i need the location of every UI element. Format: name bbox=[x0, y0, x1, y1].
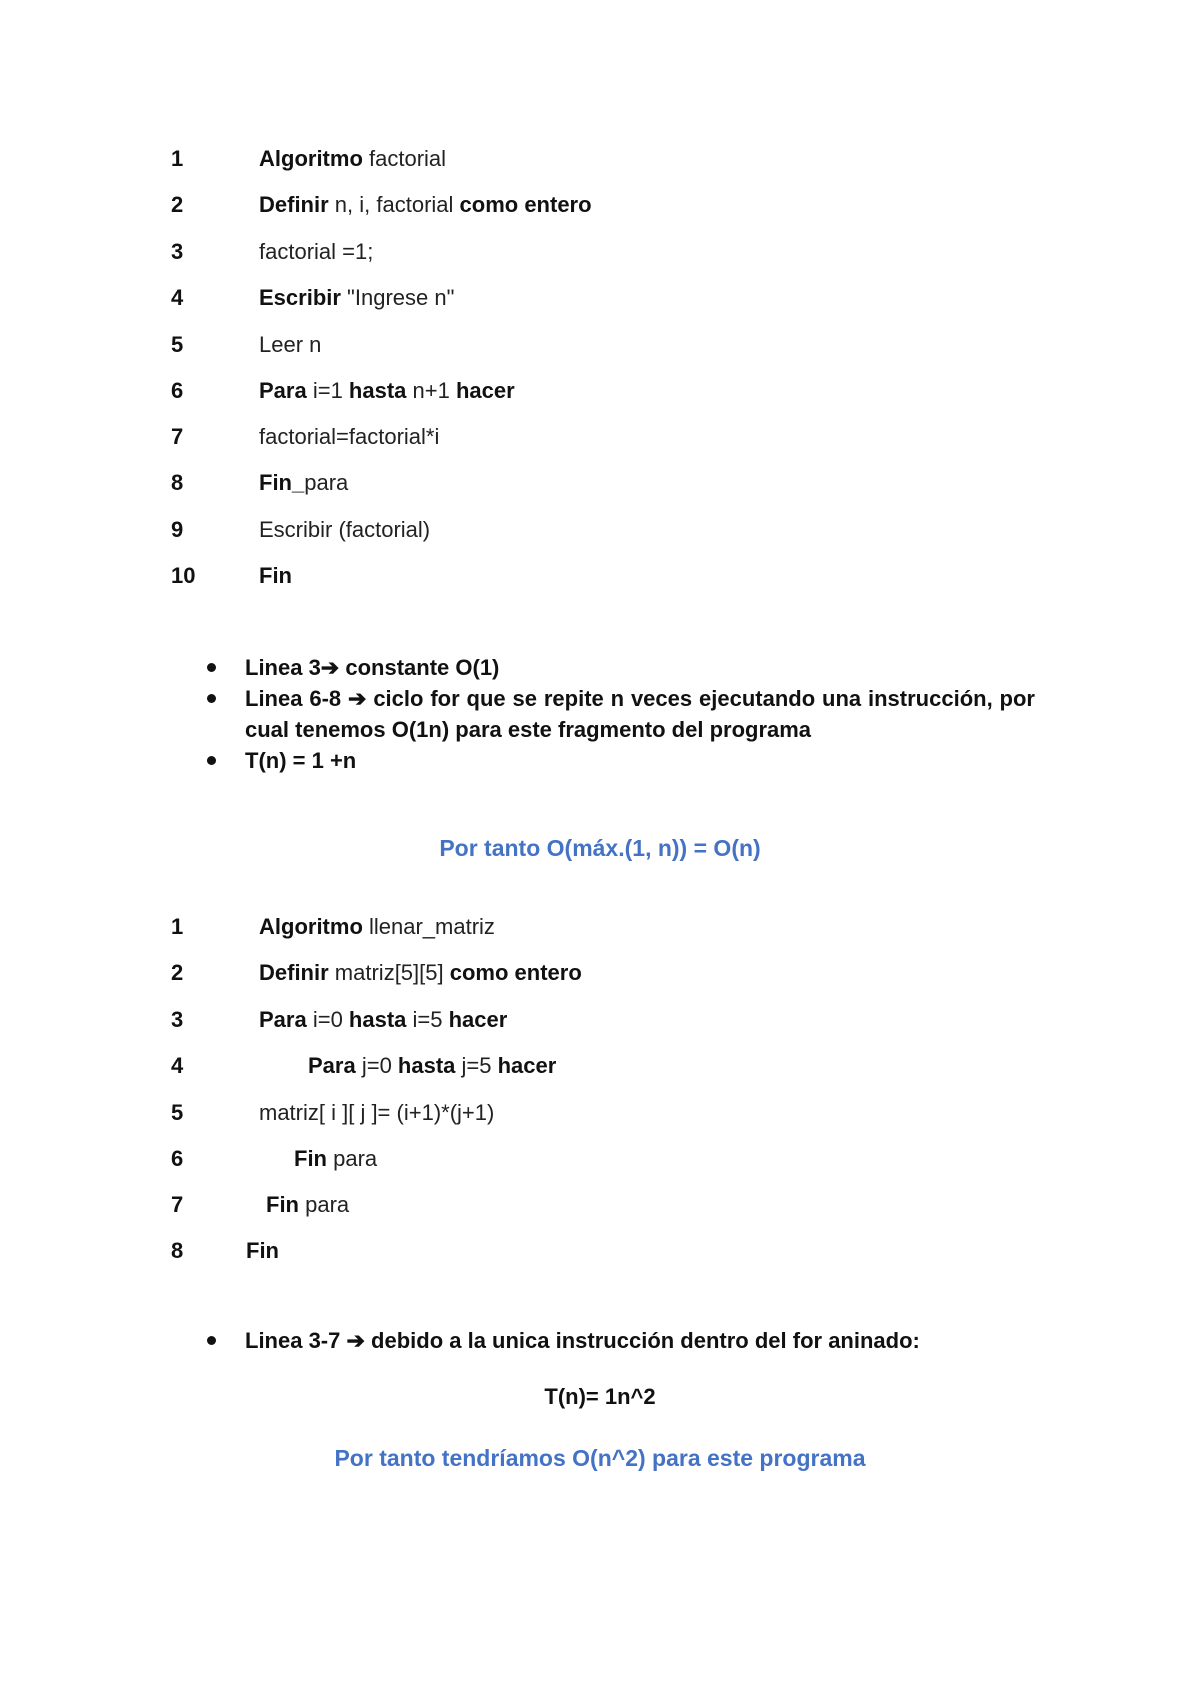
program2-conclusion: Por tanto tendríamos O(n^2) para este programa bbox=[334, 1445, 866, 1471]
keyword: hacer bbox=[455, 378, 515, 403]
program2-analysis-list bbox=[205, 1325, 1035, 1356]
line-number: 5 bbox=[171, 1100, 184, 1125]
keyword: Algoritmo bbox=[259, 146, 363, 171]
keyword: Definir bbox=[259, 192, 329, 217]
keyword: Para bbox=[259, 1007, 307, 1032]
code-text: j=5 bbox=[455, 1053, 498, 1078]
line-number: 4 bbox=[171, 285, 184, 310]
keyword: Para bbox=[308, 1053, 356, 1078]
line-number: 5 bbox=[171, 332, 184, 357]
line-number: 7 bbox=[171, 1192, 184, 1217]
keyword: Fin bbox=[246, 1238, 279, 1263]
line-number: 10 bbox=[171, 563, 196, 588]
bullet-icon bbox=[207, 756, 216, 765]
keyword: hasta bbox=[348, 378, 407, 403]
keyword: como entero bbox=[449, 960, 582, 985]
keyword: Escribir bbox=[259, 285, 341, 310]
code-text: matriz[ i ][ j ]= (i+1)*(j+1) bbox=[259, 1100, 495, 1125]
bullet-icon bbox=[207, 694, 216, 703]
code-text: j=0 bbox=[355, 1053, 398, 1078]
code-text: "Ingrese n" bbox=[340, 285, 455, 310]
code-text: para bbox=[304, 470, 349, 495]
line-number: 2 bbox=[171, 960, 184, 985]
line-number: 8 bbox=[171, 1238, 184, 1263]
bullet-icon bbox=[207, 1336, 216, 1345]
line-number: 6 bbox=[171, 1146, 184, 1171]
code-text: Leer n bbox=[259, 332, 322, 357]
code-text: llenar_matriz bbox=[362, 914, 495, 939]
keyword: Fin bbox=[294, 1146, 327, 1171]
bullet-text: Linea 3➔ constante O(1) bbox=[245, 655, 500, 680]
line-number: 3 bbox=[171, 239, 184, 264]
code-text: i=1 bbox=[306, 378, 349, 403]
keyword: Definir bbox=[259, 960, 329, 985]
line-number: 1 bbox=[171, 146, 184, 171]
list-item bbox=[205, 652, 1035, 683]
keyword: hacer bbox=[497, 1053, 557, 1078]
keyword: hacer bbox=[448, 1007, 508, 1032]
code-text: factorial bbox=[362, 146, 447, 171]
code-text: para bbox=[299, 1192, 350, 1217]
keyword: Algoritmo bbox=[259, 914, 363, 939]
list-item bbox=[205, 745, 1035, 776]
keyword: hasta bbox=[397, 1053, 456, 1078]
line-number: 4 bbox=[171, 1053, 184, 1078]
code-text: n, i, factorial bbox=[328, 192, 460, 217]
bullet-text: T(n) = 1 +n bbox=[245, 748, 357, 773]
bullet-text: Linea 3-7 ➔ debido a la unica instrucción dentro del for aninado: bbox=[245, 1328, 920, 1353]
keyword: Para bbox=[259, 378, 307, 403]
line-number: 1 bbox=[171, 914, 184, 939]
code-text: Escribir (factorial) bbox=[259, 517, 431, 542]
program1-analysis-list bbox=[205, 652, 1035, 776]
keyword: Fin bbox=[266, 1192, 299, 1217]
code-text: para bbox=[327, 1146, 378, 1171]
list-item bbox=[205, 683, 1035, 745]
code-text: i=5 bbox=[406, 1007, 449, 1032]
program1-conclusion: Por tanto O(máx.(1, n)) = O(n) bbox=[439, 835, 761, 861]
keyword: Fin_ bbox=[259, 470, 305, 495]
program2-formula: T(n)= 1n^2 bbox=[544, 1384, 656, 1409]
keyword: como entero bbox=[459, 192, 592, 217]
code-text: factorial=factorial*i bbox=[259, 424, 440, 449]
line-number: 9 bbox=[171, 517, 184, 542]
keyword: Fin bbox=[259, 563, 292, 588]
bullet-icon bbox=[207, 663, 216, 672]
code-text: factorial =1; bbox=[259, 239, 374, 264]
code-text: i=0 bbox=[306, 1007, 349, 1032]
line-number: 2 bbox=[171, 192, 184, 217]
bullet-text: Linea 6-8 ➔ ciclo for que se repite n veces ejecutando una instrucción, por cual tenemos O(1n) para este fragmento del programa bbox=[245, 686, 1035, 742]
line-number: 8 bbox=[171, 470, 184, 495]
keyword: hasta bbox=[348, 1007, 407, 1032]
list-item bbox=[205, 1325, 1035, 1356]
line-number: 6 bbox=[171, 378, 184, 403]
line-number: 7 bbox=[171, 424, 184, 449]
line-number: 3 bbox=[171, 1007, 184, 1032]
code-text: n+1 bbox=[406, 378, 456, 403]
code-text: matriz[5][5] bbox=[328, 960, 450, 985]
